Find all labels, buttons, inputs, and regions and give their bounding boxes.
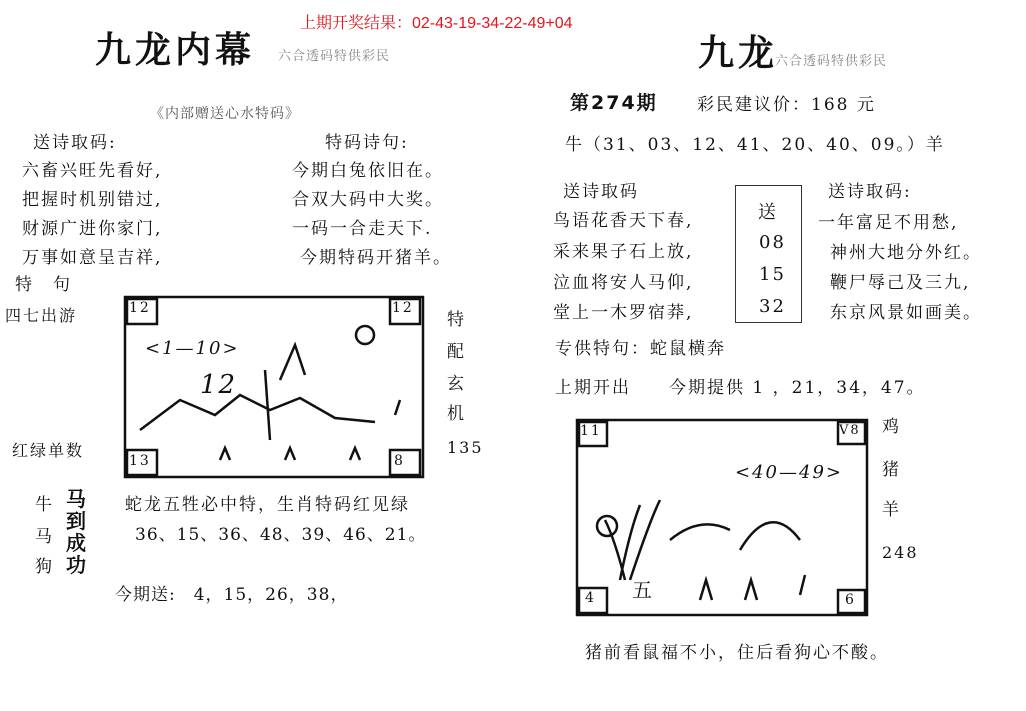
sketch-range: <40—49> [735, 462, 843, 483]
special-line: 今期白兔依旧在。 [292, 161, 444, 181]
side-char: 机 [447, 404, 466, 424]
poem-line: 把握时机别错过, [22, 190, 163, 210]
zodiac-numbers: 36、15、36、48、39、46、21。 [135, 525, 427, 545]
sketch-label: 11 [580, 423, 602, 439]
si-qi: 四七出游 [5, 306, 78, 325]
sketch-label: 13 [129, 453, 151, 469]
slogan-char: 马 [66, 487, 86, 511]
red-green: 红绿单数 [12, 441, 85, 460]
box-item: 32 [759, 296, 786, 317]
right-subtitle: 六合透码特供彩民 [775, 54, 888, 69]
left-subtitle: 六合透码特供彩民 [278, 49, 391, 64]
poem-line: 鸟语花香天下春, [553, 211, 694, 231]
last-result: 上期开奖结果：02-43-19-34-22-49+04 [300, 15, 573, 32]
slogan-char: 到 [66, 509, 86, 533]
side-number: 135 [447, 438, 484, 457]
sketch-label: 12 [392, 300, 414, 316]
side-char: 配 [447, 342, 466, 362]
sketch-label: V8 [839, 423, 861, 438]
poem-label: 送诗取码: [828, 182, 912, 202]
sketch-number: 12 [200, 370, 238, 400]
animal: 马 [35, 527, 54, 547]
sketch-label: 12 [129, 300, 151, 316]
poem-label: 送诗取码: [33, 133, 117, 153]
special-line: 合双大码中大奖。 [292, 190, 444, 210]
poem-line: 一年富足不用愁, [818, 213, 959, 233]
side-char: 玄 [447, 374, 466, 394]
side-number: 248 [882, 543, 919, 562]
bottom-line: 猪前看鼠福不小，住后看狗心不酸。 [585, 643, 889, 663]
box-item: 送 [758, 202, 778, 223]
sketch-range: <1—10> [145, 338, 240, 359]
sketch-label: 8 [394, 453, 405, 469]
box-item: 08 [759, 232, 786, 253]
special-line: 一码一合走天下. [292, 219, 433, 239]
poem-label: 送诗取码 [563, 182, 639, 202]
left-title: 九龙内幕 [95, 29, 256, 71]
poem-line: 东京风景如画美。 [830, 303, 982, 323]
special-line: 今期特码开猪羊。 [300, 248, 452, 268]
poem-line: 采来果子石上放, [553, 242, 694, 262]
poem-line: 六畜兴旺先看好, [22, 161, 163, 181]
last-open: 上期开出 今期提供 1 ，21，34，47。 [555, 378, 926, 398]
zodiac-line: 蛇龙五牲必中特，生肖特码红见绿 [125, 495, 410, 515]
sketch-label: 6 [845, 592, 856, 608]
poem-line: 鞭尸辱己及三九, [830, 273, 971, 293]
issue: 第274期 [570, 92, 658, 114]
sketch-char: 五 [632, 578, 654, 602]
price: 彩民建议价：168 元 [697, 95, 876, 115]
box-item: 15 [759, 264, 786, 285]
send-numbers: 今期送: 4，15，26，38， [115, 585, 349, 605]
right-title: 九龙 [698, 32, 779, 74]
special-label: 特码诗句: [325, 133, 409, 153]
te-ju: 特 句 [15, 275, 72, 295]
side-char: 特 [447, 310, 466, 330]
side-char: 羊 [882, 500, 901, 520]
slogan-char: 成 [66, 531, 86, 555]
special-phrase: 专供特句：蛇鼠横奔 [555, 339, 726, 359]
side-char: 鸡 [882, 417, 901, 437]
slogan-char: 功 [66, 553, 86, 577]
sketch-label: 4 [585, 590, 596, 606]
numbers-line: 牛（31、03、12、41、20、40、09。）羊 [565, 135, 945, 155]
animal: 狗 [35, 557, 54, 577]
left-banner: 《内部赠送心水特码》 [150, 106, 300, 122]
poem-line: 神州大地分外红。 [830, 243, 982, 263]
poem-line: 堂上一木罗宿莽, [553, 303, 694, 323]
poem-line: 财源广进你家门, [22, 219, 163, 239]
side-char: 猪 [882, 460, 901, 480]
poem-line: 泣血将安人马仰, [553, 273, 694, 293]
poem-line: 万事如意呈吉祥, [22, 248, 163, 268]
animal: 牛 [35, 495, 54, 515]
